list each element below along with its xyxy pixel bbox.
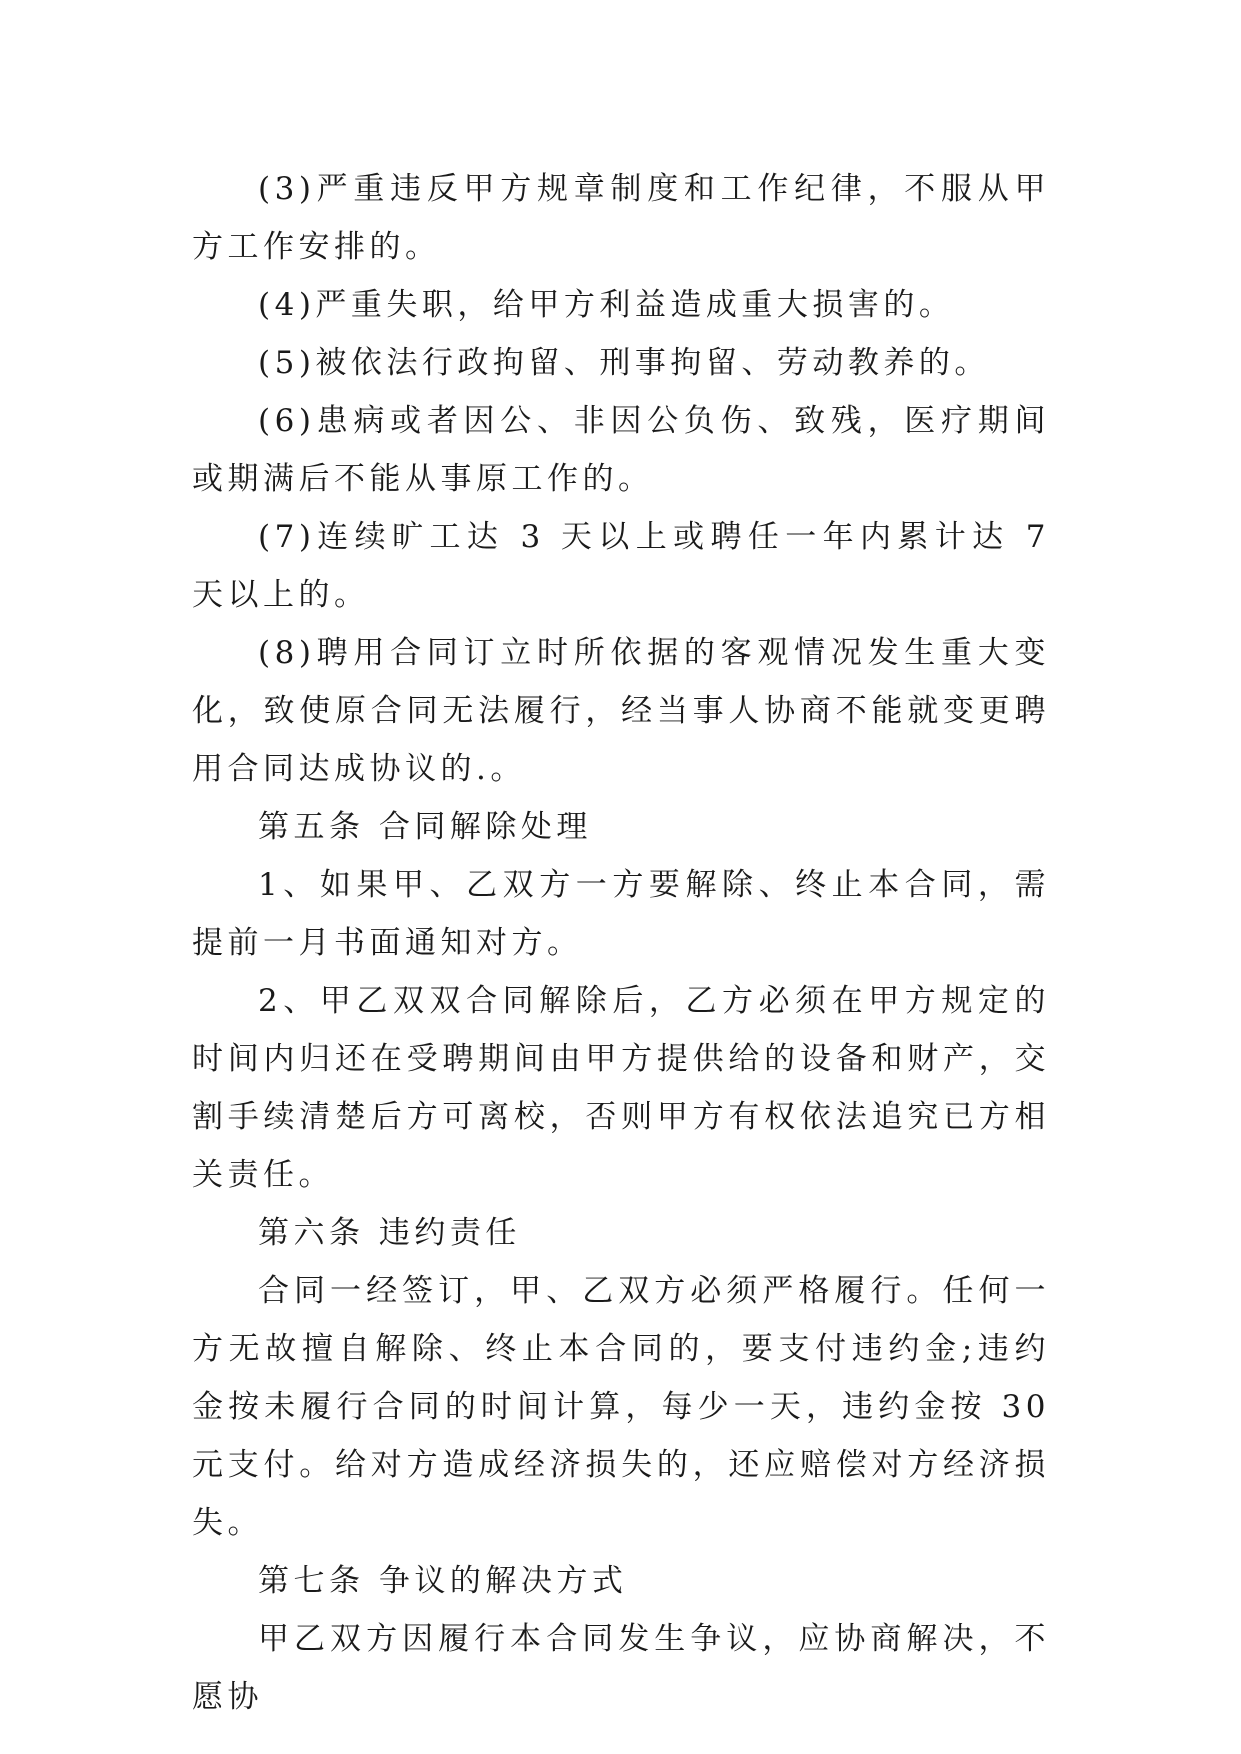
article-7-heading: 第七条 争议的解决方式	[258, 1563, 628, 1599]
clause-item-3: (3)严重违反甲方规章制度和工作纪律，不服从甲方工作安排的。	[192, 171, 1050, 265]
article-6-body: 合同一经签订，甲、乙双方必须严格履行。任何一方无故擅自解除、终止本合同的，要支付违约金;违约金按未履行合同的时间计算，每少一天，违约金按 30 元支付。给对方造成经济损失的，还应赔偿对方经济损失。	[192, 1273, 1050, 1541]
document-body	[192, 160, 1050, 1726]
clause-item-8: (8)聘用合同订立时所依据的客观情况发生重大变化，致使原合同无法履行，经当事人协商不能就变更聘用合同达成协议的.。	[192, 635, 1050, 787]
article-6-heading: 第六条 违约责任	[258, 1215, 521, 1251]
article-5-item-1: 1、如果甲、乙双方一方要解除、终止本合同，需提前一月书面通知对方。	[192, 867, 1050, 961]
article-5-heading: 第五条 合同解除处理	[258, 809, 592, 845]
article-7-body: 甲乙双方因履行本合同发生争议，应协商解决，不愿协	[192, 1621, 1050, 1715]
article-5-item-2: 2、甲乙双双合同解除后，乙方必须在甲方规定的时间内归还在受聘期间由甲方提供给的设备和财产，交割手续清楚后方可离校，否则甲方有权依法追究已方相关责任。	[192, 983, 1050, 1193]
clause-item-5: (5)被依法行政拘留、刑事拘留、劳动教养的。	[258, 345, 990, 381]
clause-item-6: (6)患病或者因公、非因公负伤、致残，医疗期间或期满后不能从事原工作的。	[192, 403, 1050, 497]
clause-item-4: (4)严重失职，给甲方利益造成重大损害的。	[258, 287, 955, 323]
clause-item-7: (7)连续旷工达 3 天以上或聘任一年内累计达 7 天以上的。	[192, 519, 1050, 613]
